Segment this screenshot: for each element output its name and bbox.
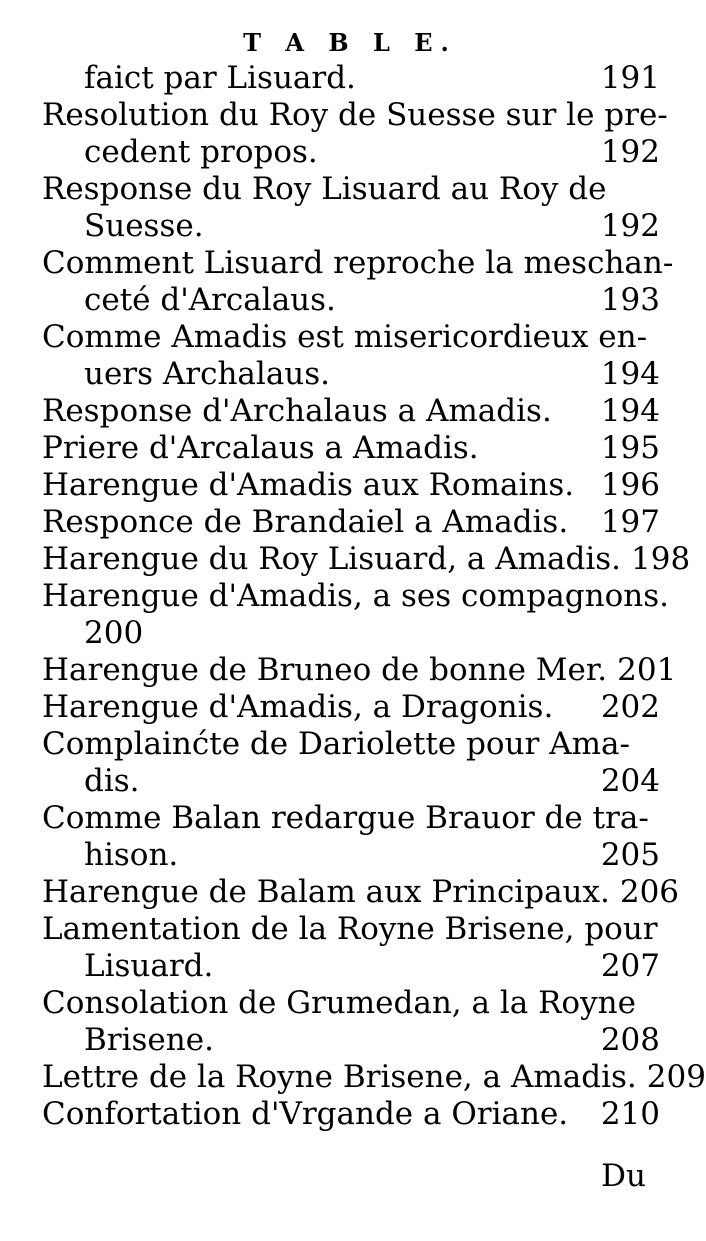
toc-entry [42,504,660,541]
toc-entry-page: 200 [84,615,144,651]
toc-entry-page: 210 [600,1096,660,1132]
toc-entry-page: 204 [600,763,660,799]
toc-entry-text: hison. [84,837,179,873]
catchword: Du [601,1158,646,1194]
toc-entry-text: Response d'Archalaus a Amadis. [42,393,552,429]
toc-entry-text: Comme Amadis est misericordieux en- [42,319,648,355]
toc-entry [42,874,680,911]
toc-entry-text: cedent propos. [84,134,318,170]
toc-entry-page: 192 [600,134,660,170]
toc-entry-page: 194 [600,393,660,429]
toc-entry-text: Harengue de Bruneo de bonne Mer. [42,652,608,688]
toc-entry-page: 197 [600,504,660,540]
toc-entry-text: ceté d'Arcalaus. [84,282,336,318]
toc-entry-page: 202 [600,689,660,725]
toc-entry [42,800,660,874]
toc-entry-text: Comme Balan redargue Brauor de tra- [42,800,649,836]
toc-entry-text: Priere d'Arcalaus a Amadis. [42,430,479,466]
running-header: T A B L E. [243,28,457,57]
toc-entry-text: Response du Roy Lisuard au Roy de [42,171,607,207]
toc-entry-text: Lisuard. [84,948,214,984]
toc-entry-page: 192 [600,208,660,244]
toc-entry-page: 193 [600,282,660,318]
toc-entry-page: 209 [646,1059,706,1095]
toc-entry-page: 196 [600,467,660,503]
toc-entry-text: Harengue d'Amadis aux Romains. [42,467,575,503]
toc-entry-text: Confortation d'Vrgande a Oriane. [42,1096,569,1132]
toc-entry-text: Harengue du Roy Lisuard, a Amadis. [42,541,622,577]
toc-entry [42,1096,660,1133]
toc-entry [42,689,660,726]
table-of-contents [42,60,706,1133]
toc-entry [42,578,669,652]
toc-entry [42,430,660,467]
toc-entry-page: 195 [600,430,660,466]
toc-entry-text: Responce de Brandaiel a Amadis. [42,504,569,540]
toc-entry-text: Harengue de Balam aux Principaux. [42,874,610,910]
toc-entry [42,97,668,171]
toc-entry [42,911,660,985]
toc-entry [42,467,660,504]
toc-entry-text: Brisene. [84,1022,214,1058]
toc-entry [42,652,677,689]
toc-entry [42,60,660,97]
toc-entry-text: Harengue d'Amadis, a Dragonis. [42,689,554,725]
toc-entry [42,245,674,319]
toc-entry-text: Comment Lisuard reproche la meschan- [42,245,674,281]
toc-entry [42,319,660,393]
toc-entry [42,171,660,245]
toc-entry-text: Lettre de la Royne Brisene, a Amadis. [42,1059,637,1095]
toc-entry [42,541,691,578]
toc-entry-text: Consolation de Grumedan, a la Royne [42,985,636,1021]
toc-entry-page: 194 [600,356,660,392]
toc-entry-text: dis. [84,763,140,799]
toc-entry-text: Complainćte de Dariolette pour Ama- [42,726,630,762]
toc-entry-text: uers Archalaus. [84,356,331,392]
toc-entry [42,1059,706,1096]
toc-entry [42,393,660,430]
toc-entry-page: 206 [619,874,680,910]
toc-entry-page: 207 [600,948,660,984]
toc-entry [42,985,660,1059]
toc-entry-page: 208 [600,1022,660,1058]
toc-entry-page: 201 [617,652,677,688]
toc-entry-text: Harengue d'Amadis, a ses compagnons. [42,578,669,614]
toc-entry-page: 198 [631,541,691,577]
toc-entry-text: Suesse. [84,208,204,244]
toc-entry-text: faict par Lisuard. [84,60,356,96]
toc-entry-text: Resolution du Roy de Suesse sur le pre- [42,97,668,133]
toc-entry [42,726,660,800]
toc-entry-page: 205 [600,837,660,873]
toc-entry-page: 191 [600,60,660,96]
toc-entry-text: Lamentation de la Royne Brisene, pour [42,911,658,947]
